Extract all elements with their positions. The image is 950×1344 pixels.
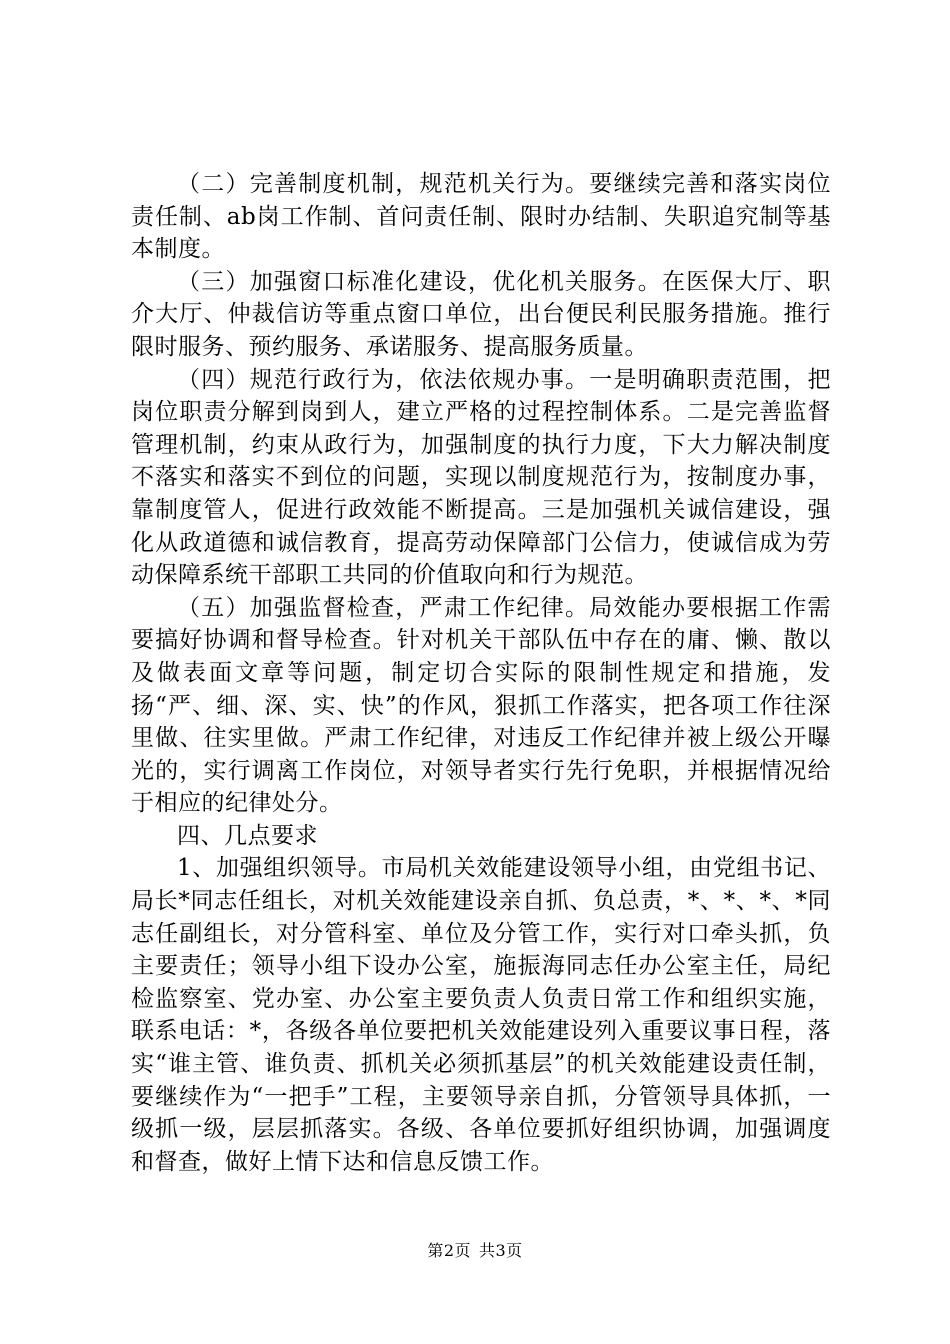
paragraph-section-2: （二）完善制度机制，规范机关行为。要继续完善和落实岗位责任制、ab岗工作制、首问责任制、限时办结制、失职追究制等基本制度。 [131, 171, 831, 263]
paragraph-requirement-1: 1、加强组织领导。市局机关效能建设领导小组，由党组书记、局长*同志任组长，对机关效能建设亲自抓、负总责，*、*、*、*同志任副组长，对分管科室、单位及分管工作，实行对口牵头抓，负主要责任；领导小组下设办公室，施振海同志任办公室主任，局纪检监察室、党办室、办公室主要负责人负责日常工作和组织实施，联系电话：*，各级各单位要把机关效能建设列入重要议事日程，落实“谁主管、谁负责、抓机关必须抓基层”的机关效能建设责任制，要继续作为“一把手”工程，主要领导亲自抓，分管领导具体抓，一级抓一级，层层抓落实。各级、各单位要抓好组织协调，加强调度和督查，做好上情下达和信息反馈工作。 [131, 855, 832, 1175]
page-number-current: 第2页 [427, 1241, 471, 1260]
paragraph-section-4: （四）规范行政行为，依法依规办事。一是明确职责范围，把岗位职责分解到岗到人，建立严格的过程控制体系。二是完善监督管理机制，约束从政行为，加强制度的执行力度，下大力解决制度不落实和落实不到位的问题，实现以制度规范行为，按制度办事，靠制度管人，促进行政效能不断提高。三是加强机关诚信建设，强化从政道德和诚信教育，提高劳动保障部门公信力，使诚信成为劳动保障系统干部职工共同的价值取向和行为规范。 [131, 366, 831, 589]
section-heading-requirements: 四、几点要求 [177, 822, 318, 849]
page-footer [0, 1240, 950, 1262]
document-body [131, 168, 831, 1178]
paragraph-section-3: （三）加强窗口标准化建设，优化机关服务。在医保大厅、职介大厅、仲裁信访等重点窗口单位，出台便民利民服务措施。推行限时服务、预约服务、承诺服务、提高服务质量。 [131, 268, 831, 360]
page-number-total: 共3页 [479, 1241, 523, 1260]
paragraph-section-5: （五）加强监督检查，严肃工作纪律。局效能办要根据工作需要搞好协调和督导检查。针对机关干部队伍中存在的庸、懒、散以及做表面文章等问题，制定切合实际的限制性规定和措施，发扬“严、细、深、实、快”的作风，狠抓工作落实，把各项工作往深里做、往实里做。严肃工作纪律，对违反工作纪律并被上级公开曝光的，实行调离工作岗位，对领导者实行先行免职，并根据情况给于相应的纪律处分。 [131, 594, 831, 817]
